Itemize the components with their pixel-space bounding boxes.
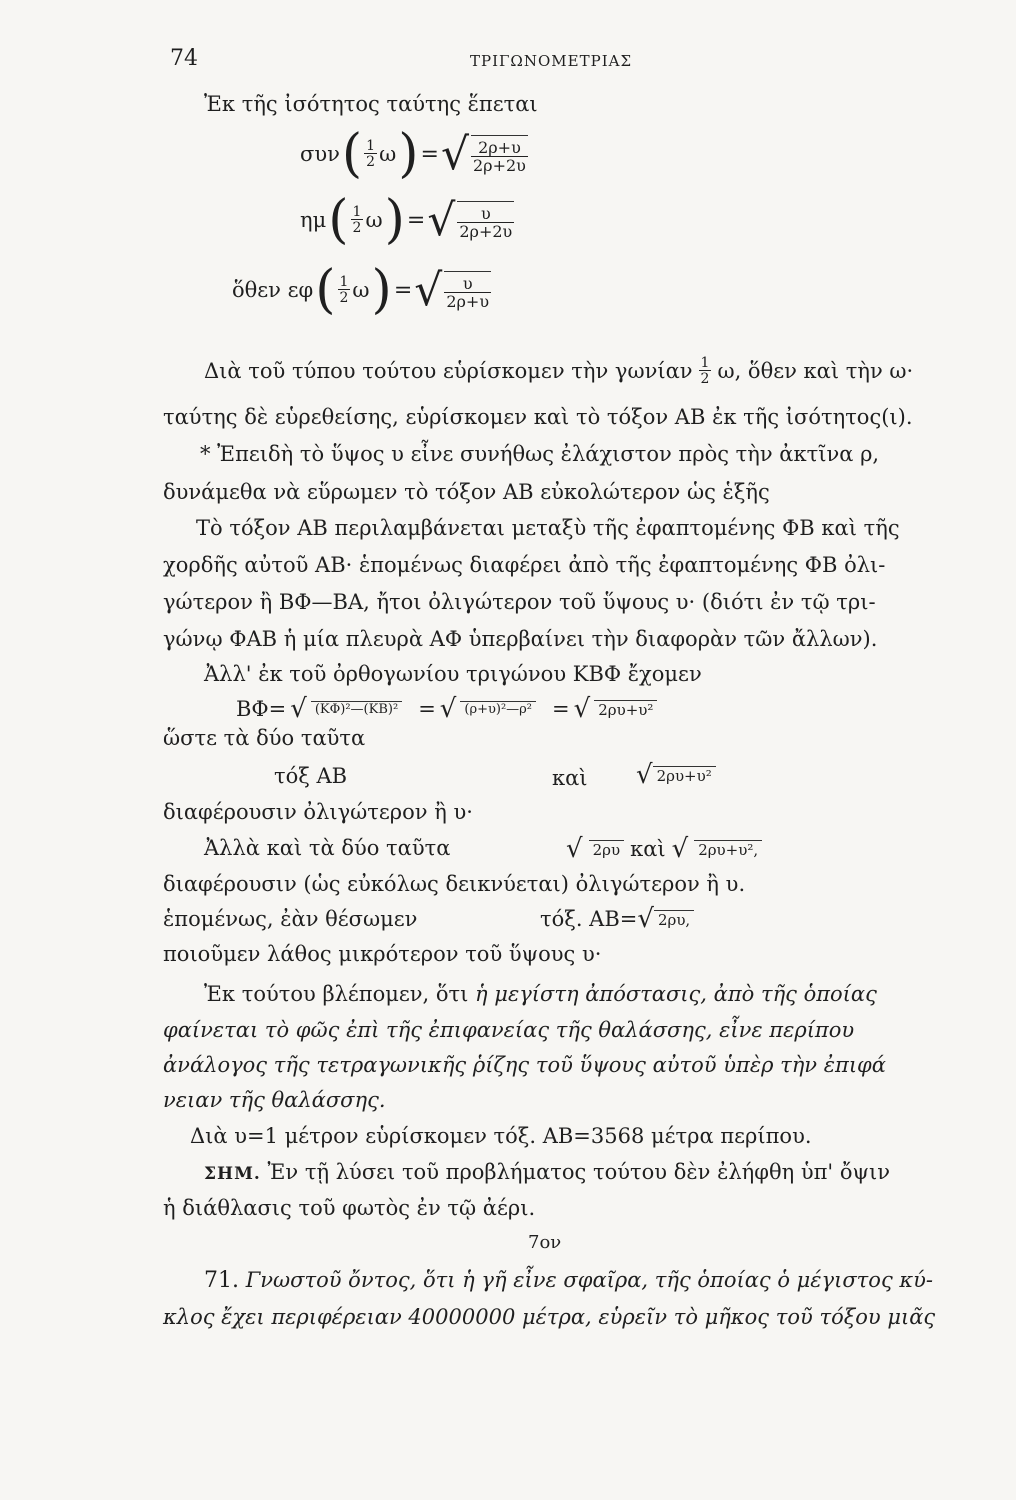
italic-line: νειαν τῆς θαλάσσης. [163,1088,386,1112]
text-line: διαφέρουσιν (ὡς εὐκόλως δεικνύεται) ὀλιγώτερον ἢ υ. [163,872,746,896]
text-line: Ἀλλὰ καὶ τὰ δύο ταῦτα [204,836,451,860]
cosine-half-angle-formula: συν ( $\frac{1}{2}$ ω ) = √ $\frac{2\rho+\upsilon}{2\rho+2\upsilon}$ [300,124,526,184]
text-line: Τὸ τόξον ΑΒ περιλαμβάνεται μεταξὺ τῆς ἐφαπτομένης ΦΒ καὶ τῆς [196,516,900,540]
italic-line: φαίνεται τὸ φῶς ἐπὶ τῆς ἐπιφανείας τῆς θαλάσσης, εἶνε περίπου [163,1018,855,1042]
radical-expression: √ 2ρυ καὶ √ 2ρυ+υ², [566,834,762,864]
tangent-half-angle-formula: ὅθεν εφ ( $\frac{1}{2}$ ω ) = √ $\frac{\upsilon}{2\rho+\upsilon}$ [232,260,490,320]
fraction: $\frac{1}{2}$ [366,138,376,170]
text-line: ἑπομένως, ἐὰν θέσωμεν [163,907,418,931]
text-line: δυνάμεθα νὰ εὕρωμεν τὸ τόξον ΑΒ εὐκολώτερον ὡς ἑξῆς [163,480,770,504]
text-line: καὶ [552,766,588,790]
radicand-fraction: $\frac{\upsilon}{2\rho+\upsilon}$ [444,271,491,310]
text-line: γώνῳ ΦΑΒ ἡ μία πλευρὰ ΑΦ ὑπερβαίνει τὴν διαφορὰν τῶν ἄλλων). [163,627,878,651]
radical-expression: √ 2ρυ+υ² [636,760,716,790]
text-line: διαφέρουσιν ὀλιγώτερον ἢ υ· [163,800,473,824]
intro-line: Ἐκ τῆς ἰσότητος ταύτης ἕπεται [204,92,538,116]
sine-half-angle-formula: ημ ( $\frac{1}{2}$ ω ) = √ $\frac{\upsilon}{2\rho+2\upsilon}$ [300,190,513,250]
formula-label: ημ [300,208,327,232]
italic-line: ἀνάλογος τῆς τετραγωνικῆς ῥίζης τοῦ ὕψους αὐτοῦ ὑπὲρ τὴν ἐπιφά [163,1053,886,1077]
radicand-fraction: $\frac{2\rho+\upsilon}{2\rho+2\upsilon}$ [471,135,528,174]
text-line: Διὰ τοῦ τύπου τούτου εὑρίσκομεν τὴν γωνίαν $\frac{1}{2}$ ω, ὅθεν καὶ τὴν ω· [204,355,914,387]
text-line: χορδῆς αὐτοῦ ΑΒ· ἑπομένως διαφέρει ἀπὸ τῆς ἐφαπτομένης ΦΒ ὀλι- [163,553,886,577]
fraction: $\frac{1}{2}$ [352,204,362,236]
text-line: ἡ διάθλασις τοῦ φωτὸς ἐν τῷ ἀέρι. [163,1196,536,1220]
formula-label: συν [300,142,340,166]
fraction: $\frac{1}{2}$ [700,355,710,387]
text-line: ποιοῦμεν λάθος μικρότερον τοῦ ὕψους υ· [163,942,602,966]
problem-line: 71. Γνωστοῦ ὄντος, ὅτι ἡ γῆ εἶνε σφαῖρα, τῆς ὁποίας ὁ μέγιστος κύ- [204,1268,934,1293]
fraction: $\frac{1}{2}$ [339,274,349,306]
section-heading: 7ον [528,1232,562,1253]
text-line: Διὰ υ=1 μέτρον εὑρίσκομεν τόξ. ΑΒ=3568 μέτρα περίπου. [190,1124,812,1148]
running-title: ΤΡΙΓΩΝΟΜΕΤΡΙΑΣ [470,52,633,70]
text-line: Ἀλλ' ἐκ τοῦ ὀρθογωνίου τριγώνου ΚΒΦ ἔχομεν [204,662,702,686]
bf-equation: ΒΦ= √ (ΚΦ)²—(ΚΒ)² = √ (ρ+υ)²—ρ² = √ 2ρυ+υ² [236,694,657,724]
text-line: γώτερον ἢ ΒΦ—ΒΑ, ἤτοι ὀλιγώτερον τοῦ ὕψους υ· (διότι ἐν τῷ τρι- [163,590,876,614]
text-line: ὥστε τὰ δύο ταῦτα [163,726,366,750]
arc-approximation: τόξ. ΑΒ= √ 2ρυ, [540,904,694,934]
radicand-fraction: $\frac{\upsilon}{2\rho+2\upsilon}$ [457,201,514,240]
text-line: * Ἐπειδὴ τὸ ὕψος υ εἶνε συνήθως ἐλάχιστον πρὸς τὴν ἀκτῖνα ρ, [200,442,880,466]
text-line: ταύτης δὲ εὑρεθείσης, εὑρίσκομεν καὶ τὸ τόξον ΑΒ ἐκ τῆς ἰσότητος(ι). [163,405,913,429]
page-number: 74 [170,46,198,71]
text-line: Ἐκ τούτου βλέπομεν, ὅτι ἡ μεγίστη ἀπόστασις, ἀπὸ τῆς ὁποίας [204,982,877,1006]
text-line: ΣΗΜ. Ἐν τῇ λύσει τοῦ προβλήματος τούτου δὲν ἐλήφθη ὑπ' ὄψιν [204,1160,890,1184]
italic-line: κλος ἔχει περιφέρειαν 40000000 μέτρα, εὑρεῖν τὸ μῆκος τοῦ τόξου μιᾶς [163,1305,936,1329]
formula-label: ὅθεν εφ [232,278,314,302]
text-line: τόξ ΑΒ [274,764,348,788]
